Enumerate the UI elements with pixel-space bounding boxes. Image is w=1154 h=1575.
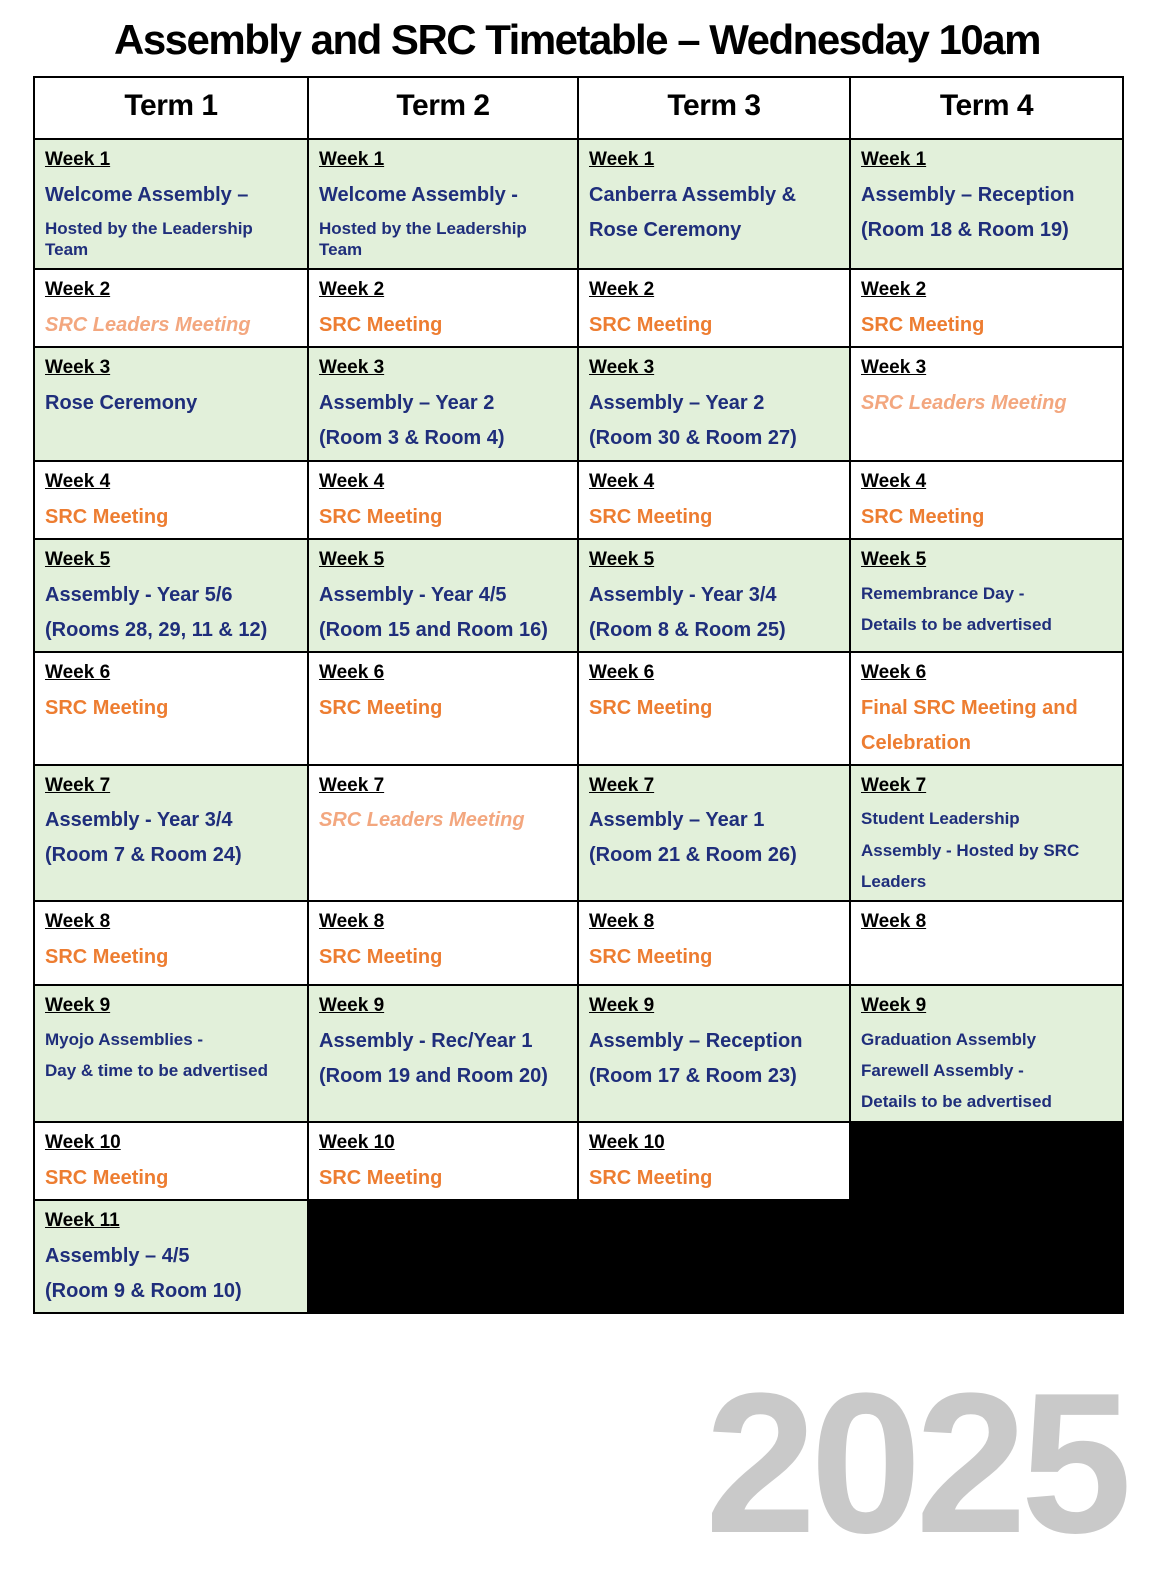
week-label: Week 2 xyxy=(319,279,385,301)
event-text: (Room 7 & Room 24) xyxy=(45,844,242,867)
week-label: Week 3 xyxy=(589,357,655,379)
week-row-6 xyxy=(34,652,1123,765)
cell-term4-week4 xyxy=(850,461,1123,539)
cell-term4-week7 xyxy=(850,765,1123,901)
week-label: Week 7 xyxy=(861,774,927,796)
week-label: Week 6 xyxy=(589,661,655,683)
event-text: Details to be advertised xyxy=(861,615,1052,635)
event-text: (Room 18 & Room 19) xyxy=(861,218,1069,241)
week-row-1 xyxy=(34,139,1123,269)
cell-term2-week8 xyxy=(308,901,578,985)
week-label: Week 7 xyxy=(45,774,111,796)
term-header-3: Term 3 xyxy=(578,77,850,139)
cell-term3-week5 xyxy=(578,539,850,652)
week-label: Week 3 xyxy=(319,357,385,379)
week-label: Week 2 xyxy=(45,279,111,301)
event-text: Myojo Assemblies - xyxy=(45,1029,204,1049)
term-header-4: Term 4 xyxy=(850,77,1123,139)
week-label: Week 4 xyxy=(861,471,927,493)
week-label: Week 3 xyxy=(861,357,927,379)
event-text: (Room 17 & Room 23) xyxy=(589,1064,797,1087)
assembly-timetable xyxy=(33,76,1124,1314)
cell-term3-week10 xyxy=(578,1122,850,1200)
event-text: Leaders xyxy=(861,871,927,891)
week-label: Week 8 xyxy=(861,911,927,932)
src-meeting-text: Final SRC Meeting and xyxy=(861,696,1078,719)
event-text: (Room 9 & Room 10) xyxy=(45,1279,242,1302)
page-title: Assembly and SRC Timetable – Wednesday 10am xyxy=(113,16,1040,63)
cell-term1-week3 xyxy=(34,347,308,461)
src-meeting-text: SRC Meeting xyxy=(589,313,713,336)
event-text: Assembly – Reception xyxy=(589,1029,803,1052)
cell-term4-week10 xyxy=(850,1122,1123,1200)
week-label: Week 2 xyxy=(589,279,655,301)
week-label: Week 9 xyxy=(861,995,927,1016)
cell-term2-week3 xyxy=(308,347,578,461)
src-meeting-text: SRC Meeting xyxy=(589,1166,713,1189)
src-leaders-meeting-text: SRC Leaders Meeting xyxy=(45,313,251,336)
cell-term2-week10 xyxy=(308,1122,578,1200)
week-label: Week 1 xyxy=(861,149,927,170)
term-header-row xyxy=(34,77,1123,139)
event-text: Rose Ceremony xyxy=(45,391,198,414)
cell-term4-week3 xyxy=(850,347,1123,461)
cell-term1-week4 xyxy=(34,461,308,539)
week-label: Week 7 xyxy=(319,774,385,796)
event-text: Assembly – Year 1 xyxy=(589,809,765,832)
week-label: Week 9 xyxy=(45,995,111,1016)
event-text: Welcome Assembly - xyxy=(319,183,518,206)
week-label: Week 5 xyxy=(589,549,655,571)
event-text: Welcome Assembly – xyxy=(45,183,249,206)
cell-term3-week11 xyxy=(850,1200,1123,1313)
src-meeting-text: SRC Meeting xyxy=(319,1166,443,1189)
src-meeting-text: SRC Meeting xyxy=(589,505,713,528)
src-meeting-text: SRC Meeting xyxy=(319,313,443,336)
week-label: Week 11 xyxy=(45,1210,120,1231)
cell-term4-week2 xyxy=(850,269,1123,347)
event-text: Rose Ceremony xyxy=(589,218,742,241)
cell-term4-week1 xyxy=(850,139,1123,269)
week-label: Week 7 xyxy=(589,774,655,796)
cell-term4-week6 xyxy=(850,652,1123,765)
cell-term1-week8 xyxy=(34,901,308,985)
cell-term1-week9 xyxy=(34,985,308,1122)
cell-term1-week11 xyxy=(34,1200,308,1313)
event-text: Student Leadership xyxy=(861,809,1020,829)
cell-term2-week7 xyxy=(308,765,578,901)
event-text: Canberra Assembly & xyxy=(589,183,797,206)
cell-term1-week6 xyxy=(34,652,308,765)
week-label: Week 6 xyxy=(319,661,385,683)
event-text: (Room 3 & Room 4) xyxy=(319,426,505,449)
cell-term1-week2 xyxy=(34,269,308,347)
week-row-11 xyxy=(34,1200,1123,1313)
src-meeting-text: SRC Meeting xyxy=(589,696,713,719)
week-label: Week 1 xyxy=(589,149,655,170)
event-text: Assembly – Reception xyxy=(861,183,1075,206)
event-text: Assembly - Year 5/6 xyxy=(45,583,233,606)
cell-term2-week2 xyxy=(308,269,578,347)
event-text: Assembly – Year 2 xyxy=(589,391,765,414)
week-label: Week 8 xyxy=(319,911,385,932)
event-text: (Room 21 & Room 26) xyxy=(589,844,797,867)
week-label: Week 9 xyxy=(319,995,385,1016)
cell-term4-week9 xyxy=(850,985,1123,1122)
event-text: Details to be advertised xyxy=(861,1092,1052,1112)
week-row-3 xyxy=(34,347,1123,461)
week-label: Week 2 xyxy=(861,279,927,301)
week-row-8 xyxy=(34,901,1123,985)
year-watermark: 2025 xyxy=(705,1352,1126,1575)
src-meeting-text: SRC Meeting xyxy=(319,505,443,528)
src-meeting-text: SRC Meeting xyxy=(45,1166,169,1189)
cell-term4-week8 xyxy=(850,901,1123,985)
week-label: Week 6 xyxy=(861,661,927,683)
week-label: Week 5 xyxy=(861,549,927,571)
cell-term3-week3 xyxy=(578,347,850,461)
cell-term2-week4 xyxy=(308,461,578,539)
week-label: Week 4 xyxy=(319,471,385,493)
event-text: Assembly - Year 3/4 xyxy=(589,583,777,606)
week-label: Week 5 xyxy=(45,549,111,571)
cell-term1-week1 xyxy=(34,139,308,269)
cell-term3-week7 xyxy=(578,765,850,901)
week-row-10 xyxy=(34,1122,1123,1200)
event-text: Graduation Assembly xyxy=(861,1029,1037,1049)
src-meeting-text: Celebration xyxy=(861,731,972,754)
cell-term1-week5 xyxy=(34,539,308,652)
week-row-2 xyxy=(34,269,1123,347)
src-meeting-text: SRC Meeting xyxy=(589,945,713,968)
src-meeting-text: SRC Meeting xyxy=(319,945,443,968)
event-text: Assembly – Year 2 xyxy=(319,391,495,414)
event-text: Farewell Assembly - xyxy=(861,1060,1024,1080)
event-text: Remembrance Day - xyxy=(861,583,1025,603)
event-text: (Rooms 28, 29, 11 & 12) xyxy=(45,618,268,641)
week-label: Week 10 xyxy=(319,1132,395,1153)
event-text: Day & time to be advertised xyxy=(45,1060,268,1080)
week-row-7 xyxy=(34,765,1123,901)
cell-term2-week9 xyxy=(308,985,578,1122)
week-label: Week 8 xyxy=(589,911,655,932)
cell-term3-week9 xyxy=(578,985,850,1122)
src-meeting-text: SRC Meeting xyxy=(45,945,169,968)
event-text: Assembly - Hosted by SRC xyxy=(861,840,1080,860)
week-row-9 xyxy=(34,985,1123,1122)
cell-term1-week10 xyxy=(34,1122,308,1200)
src-leaders-meeting-text: SRC Leaders Meeting xyxy=(861,391,1067,414)
event-text: (Room 8 & Room 25) xyxy=(589,618,786,641)
week-label: Week 9 xyxy=(589,995,655,1016)
week-label: Week 10 xyxy=(45,1132,121,1153)
cell-term4-week5 xyxy=(850,539,1123,652)
src-leaders-meeting-text: SRC Leaders Meeting xyxy=(319,809,525,832)
src-meeting-text: SRC Meeting xyxy=(319,696,443,719)
week-label: Week 1 xyxy=(45,149,111,170)
event-text: Assembly - Rec/Year 1 xyxy=(319,1029,533,1052)
cell-term3-week1 xyxy=(578,139,850,269)
term-header-1: Term 1 xyxy=(34,77,308,139)
week-row-5 xyxy=(34,539,1123,652)
cell-term1-week7 xyxy=(34,765,308,901)
src-meeting-text: SRC Meeting xyxy=(861,313,985,336)
event-text: Hosted by the Leadership Team xyxy=(319,218,527,259)
cell-term2-week6 xyxy=(308,652,578,765)
term-header-2: Term 2 xyxy=(308,77,578,139)
week-label: Week 3 xyxy=(45,357,111,379)
src-meeting-text: SRC Meeting xyxy=(45,696,169,719)
cell-term3-week6 xyxy=(578,652,850,765)
event-text: (Room 19 and Room 20) xyxy=(319,1064,548,1087)
week-label: Week 4 xyxy=(589,471,655,493)
src-meeting-text: SRC Meeting xyxy=(45,505,169,528)
week-label: Week 6 xyxy=(45,661,111,683)
week-row-4 xyxy=(34,461,1123,539)
cell-term3-week4 xyxy=(578,461,850,539)
week-label: Week 5 xyxy=(319,549,385,571)
event-text: Assembly - Year 3/4 xyxy=(45,809,233,832)
event-text: (Room 15 and Room 16) xyxy=(319,618,548,641)
week-label: Week 4 xyxy=(45,471,111,493)
cell-term3-week8 xyxy=(578,901,850,985)
week-label: Week 8 xyxy=(45,911,111,932)
week-label: Week 10 xyxy=(589,1132,665,1153)
cell-term2-week5 xyxy=(308,539,578,652)
event-text: Assembly - Year 4/5 xyxy=(319,583,507,606)
event-text: Hosted by the Leadership Team xyxy=(45,218,253,259)
week-label: Week 1 xyxy=(319,149,385,170)
src-meeting-text: SRC Meeting xyxy=(861,505,985,528)
cell-term2-week1 xyxy=(308,139,578,269)
cell-term3-week2 xyxy=(578,269,850,347)
cell-term2-week11 xyxy=(308,1200,850,1313)
event-text: (Room 30 & Room 27) xyxy=(589,426,797,449)
event-text: Assembly – 4/5 xyxy=(45,1244,190,1267)
